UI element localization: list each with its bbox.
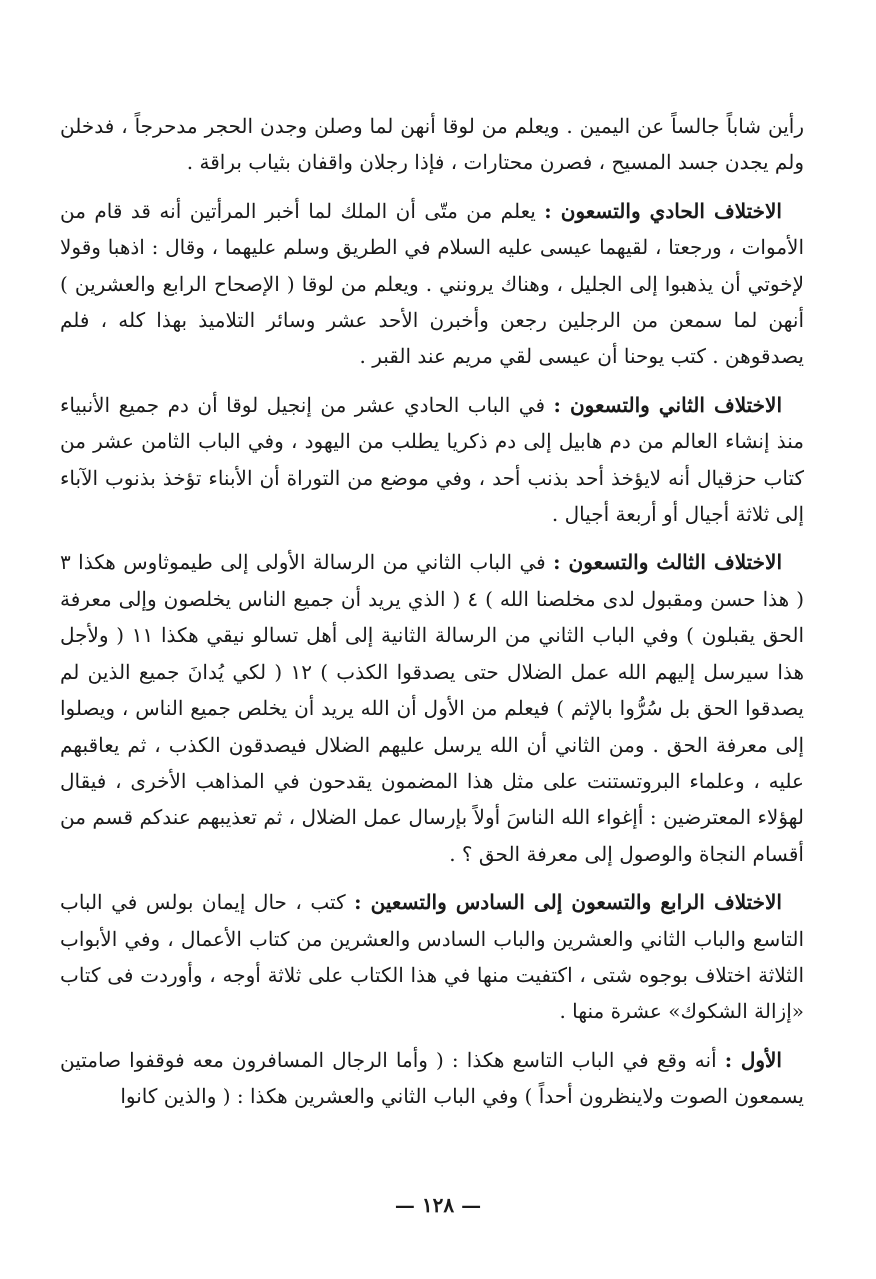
paragraph-text: يعلم من متّى أن الملك لما أخبر المرأتين أنه قد قام من الأموات ، ورجعتا ، لقيهما عيسى عليه السلام في الطريق وسلم عليهما ، وقال : اذهبا وقولا لإخوتي أن يذهبوا إلى الجليل ، وهناك يرونني . ويعلم من لوقا ( الإصحاح الرابع والعشرين ) أنهن لما سمعن من الرجلين رجعن وأخبرن الأحد عشر وسائر التلاميذ بهذا كله ، فلم يصدقوهن . كتب يوحنا أن عيسى لقي مريم عند القبر . xyxy=(60,198,804,369)
paragraph-heading: الأول : xyxy=(724,1047,782,1072)
paragraph-difference-91 xyxy=(60,193,804,375)
paragraph-heading: الاختلاف الثاني والتسعون : xyxy=(553,392,783,417)
page-body xyxy=(60,108,804,1127)
paragraph-continuation xyxy=(60,108,804,181)
page-number: — ١٢٨ — xyxy=(394,1193,482,1217)
paragraph-heading: الاختلاف الحادي والتسعون : xyxy=(544,198,782,223)
paragraph-first-point xyxy=(60,1042,804,1115)
paragraph-difference-93 xyxy=(60,544,804,872)
paragraph-text: أنه وقع في الباب التاسع هكذا : ( وأما الرجال المسافرون معه فوقفوا صامتين يسمعون الصوت ولاينظرون أحداً ) وفي الباب الثاني والعشرين هكذا : ( والذين كانوا xyxy=(60,1047,804,1109)
paragraph-heading: الاختلاف الثالث والتسعون : xyxy=(553,550,783,575)
paragraph-text: كتب ، حال إيمان بولس في الباب التاسع والباب الثاني والعشرين والباب السادس والعشرين من كتاب الأعمال ، وفي الأبواب الثلاثة اختلاف بوجوه شتى ، اكتفيت منها في هذا الكتاب على ثلاثة أوجه ، وأوردت فى كتاب «إزالة الشكوك» عشرة منها . xyxy=(60,890,804,1024)
paragraph-heading: الاختلاف الرابع والتسعون إلى السادس والتسعين : xyxy=(354,890,782,915)
paragraph-difference-94-96 xyxy=(60,884,804,1030)
paragraph-text: رأين شاباً جالساً عن اليمين . ويعلم من لوقا أنهن لما وصلن وجدن الحجر مدحرجاً ، فدخلن ولم يجدن جسد المسيح ، فصرن محتارات ، فإذا رجلان واقفان بثياب براقة . xyxy=(60,114,804,175)
paragraph-difference-92 xyxy=(60,387,804,533)
paragraph-text: في الباب الثاني من الرسالة الأولى إلى طيموثاوس هكذا ٣ ( هذا حسن ومقبول لدى مخلصنا الله ) ٤ ( الذي يريد أن جميع الناس يخلصون وإلى معرفة الحق يقبلون ) وفي الباب الثاني من الرسالة الثانية إلى أهل تسالو نيقي هكذا ١١ ( ولأجل هذا سيرسل إليهم الله عمل الضلال حتى يصدقوا الكذب ) ١٢ ( لكي يُدانَ جميع الذين لم يصدقوا الحق بل سُرُّوا بالإثم ) فيعلم من الأول أن الله يريد أن يخلص جميع الناس ، ويصلوا إلى معرفة الحق . ومن الثاني أن الله يرسل عليهم الضلال فيصدقون الكذب ، ثم يعاقبهم عليه ، وعلماء البروتستنت على مثل هذا المضمون يقدحون في المذاهب الأخرى ، فيقال لهؤلاء المعترضين : أإغواء الله الناسَ أولاً بإرسال عمل الضلال ، ثم تعذيبهم عندكم قسم من أقسام النجاة والوصول إلى معرفة الحق ؟ . xyxy=(60,550,805,866)
paragraph-text: في الباب الحادي عشر من إنجيل لوقا أن دم جميع الأنبياء منذ إنشاء العالم من دم هابيل إلى دم ذكريا يطلب من اليهود ، وفي الباب الثامن عشر من كتاب حزقيال أنه لايؤخذ أحد بذنب أحد ، وفي موضع من التوراة أن الأبناء تؤخذ بذنوب الآباء إلى ثلاثة أجيال أو أربعة أجيال . xyxy=(60,392,804,527)
